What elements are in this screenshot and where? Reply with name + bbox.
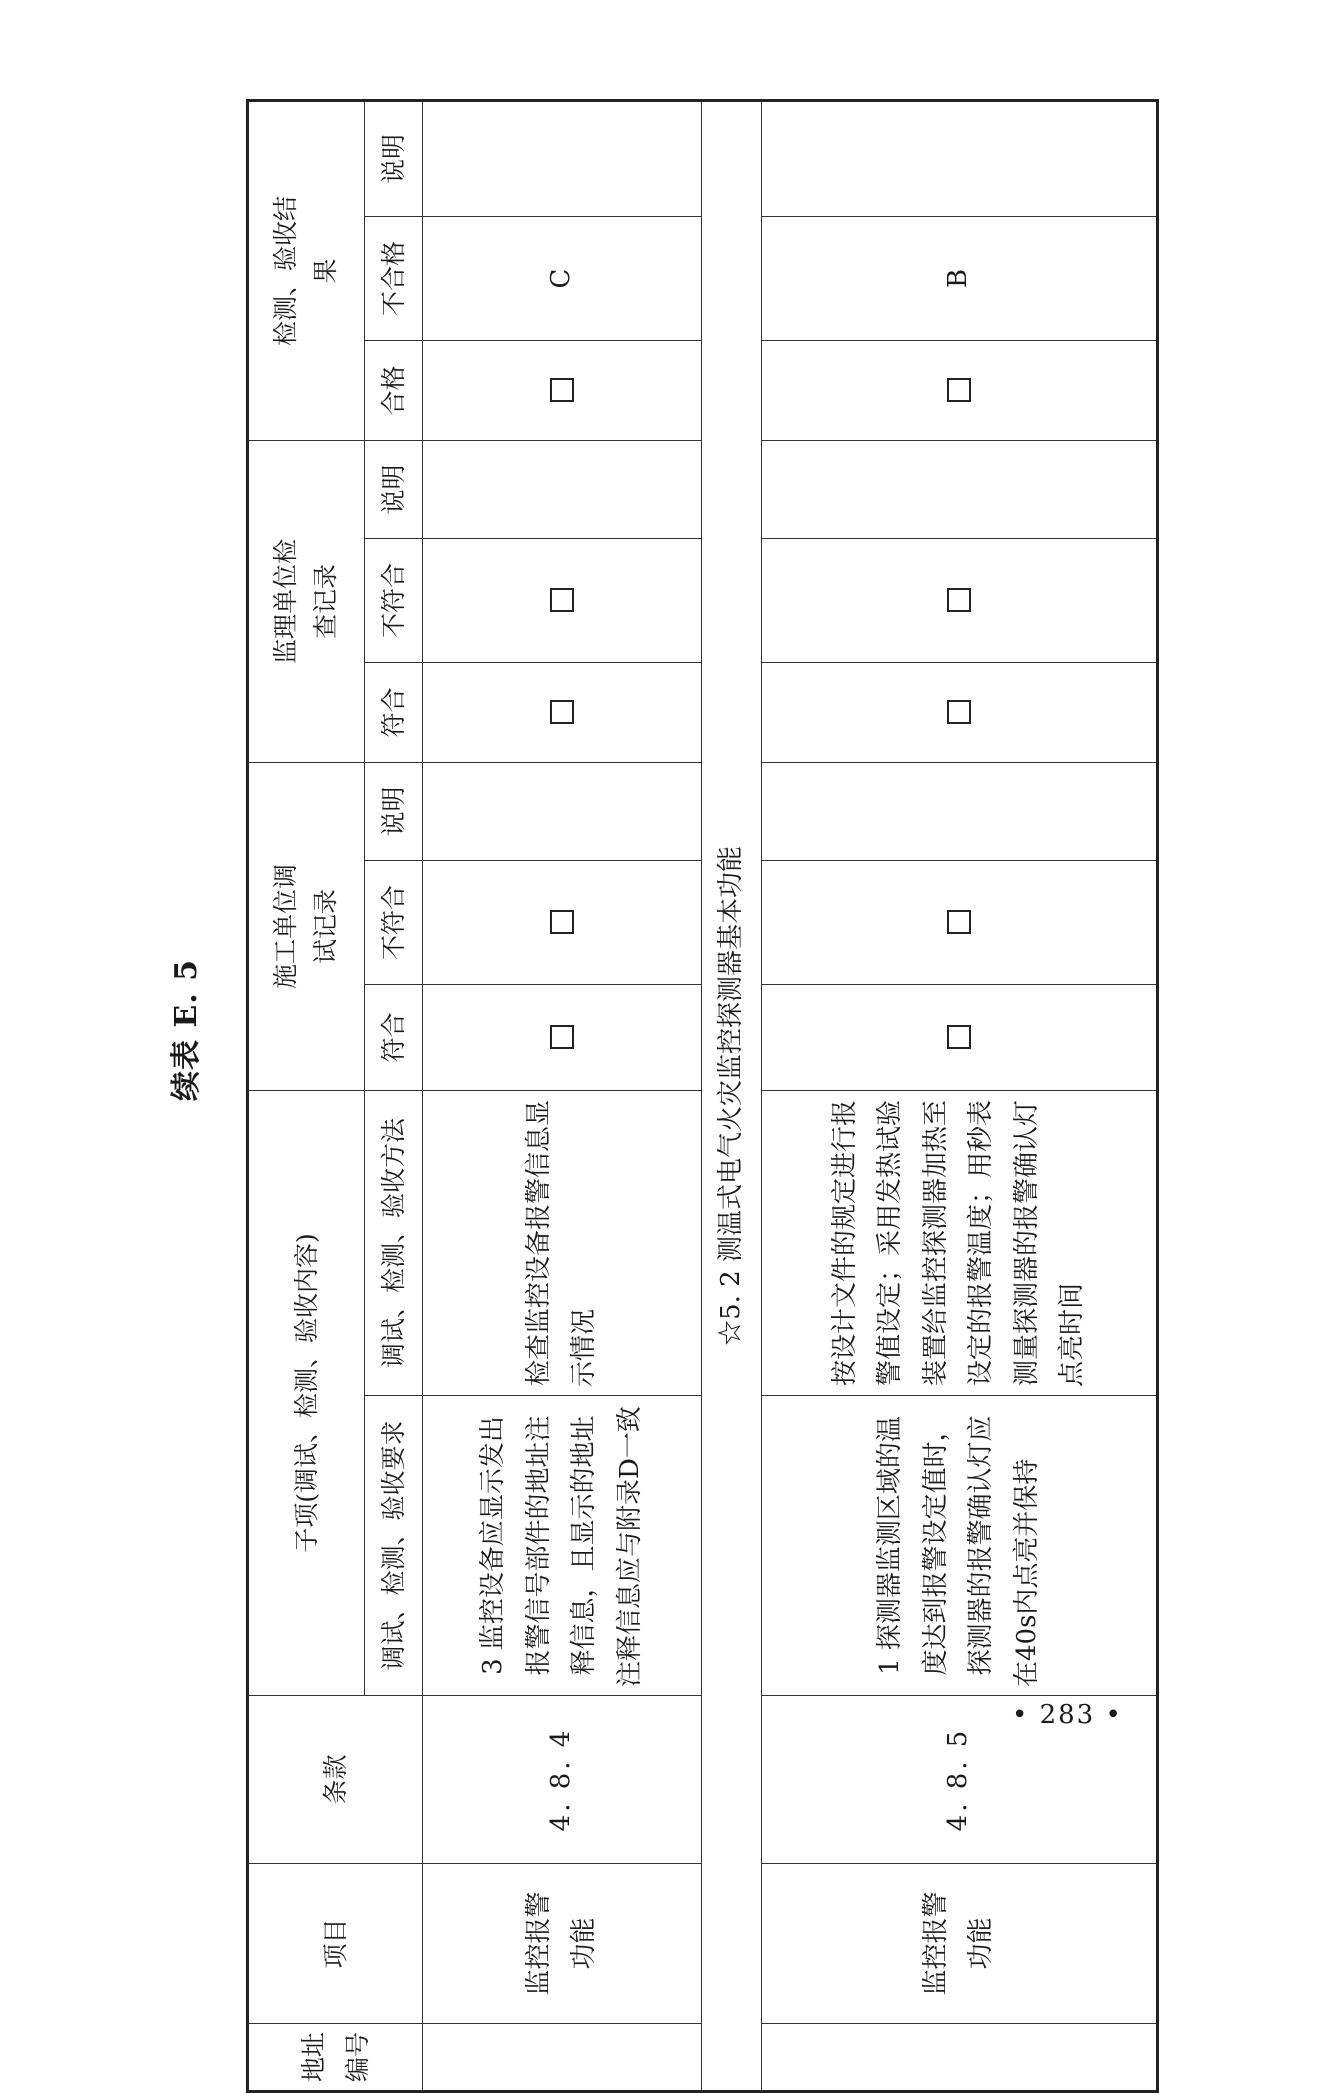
page-number: • 283 • bbox=[1012, 1700, 1123, 1730]
item-cell: 监控报警功能 bbox=[423, 1864, 702, 2024]
header-method: 调试、检测、验收方法 bbox=[364, 1090, 422, 1395]
item-cell: 监控报警功能 bbox=[762, 1864, 1158, 2024]
supervision-nonconform-checkbox[interactable] bbox=[762, 538, 1158, 662]
clause-cell: 4. 8. 5 bbox=[762, 1696, 1158, 1864]
table-row bbox=[762, 100, 1158, 2091]
supervision-nonconform-checkbox[interactable] bbox=[423, 538, 702, 662]
construction-nonconform-checkbox[interactable] bbox=[423, 860, 702, 984]
construction-conform-checkbox[interactable] bbox=[762, 984, 1158, 1090]
header-result-note: 说明 bbox=[364, 100, 422, 216]
checkbox-icon bbox=[550, 378, 574, 402]
unqualified-level-cell: B bbox=[762, 216, 1158, 340]
section-row bbox=[702, 100, 762, 2091]
header-item: 项目 bbox=[248, 1864, 423, 2024]
header-construction-conform: 符合 bbox=[364, 984, 422, 1090]
header-supervision-note: 说明 bbox=[364, 440, 422, 538]
result-note-cell[interactable] bbox=[423, 100, 702, 216]
table-caption: 续表 E. 5 bbox=[169, 958, 204, 1102]
header-construction-record: 施工单位调试记录 bbox=[248, 762, 365, 1090]
construction-nonconform-checkbox[interactable] bbox=[762, 860, 1158, 984]
result-note-cell[interactable] bbox=[762, 100, 1158, 216]
table-row bbox=[423, 100, 702, 2091]
header-construction-note: 说明 bbox=[364, 762, 422, 860]
construction-note-cell[interactable] bbox=[762, 762, 1158, 860]
header-sub-item: 子项(调试、检测、验收内容) bbox=[248, 1090, 365, 1695]
checkbox-icon bbox=[947, 1025, 971, 1049]
header-result: 检测、验收结果 bbox=[248, 100, 365, 440]
header-clause: 条款 bbox=[248, 1696, 423, 1864]
checkbox-icon bbox=[550, 910, 574, 934]
header-supervision-record: 监理单位检查记录 bbox=[248, 440, 365, 762]
header-unqualified: 不合格 bbox=[364, 216, 422, 340]
acceptance-table bbox=[246, 99, 1159, 2093]
checkbox-icon bbox=[550, 1025, 574, 1049]
checkbox-icon bbox=[550, 700, 574, 724]
header-supervision-nonconform: 不符合 bbox=[364, 538, 422, 662]
supervision-conform-checkbox[interactable] bbox=[423, 662, 702, 762]
header-qualified: 合格 bbox=[364, 340, 422, 440]
supervision-note-cell[interactable] bbox=[423, 440, 702, 538]
checkbox-icon bbox=[947, 910, 971, 934]
header-requirement: 调试、检测、验收要求 bbox=[364, 1396, 422, 1696]
checkbox-icon bbox=[550, 588, 574, 612]
address-cell[interactable] bbox=[762, 2024, 1158, 2092]
address-cell[interactable] bbox=[423, 2024, 702, 2092]
qualified-checkbox[interactable] bbox=[423, 340, 702, 440]
requirement-cell: 1 探测器监测区域的温度达到报警设定值时，探测器的报警确认灯应在40s内点亮并保持 bbox=[762, 1396, 1158, 1696]
header-supervision-conform: 符合 bbox=[364, 662, 422, 762]
unqualified-level-cell: C bbox=[423, 216, 702, 340]
acceptance-table-container bbox=[246, 133, 1159, 2093]
method-cell: 按设计文件的规定进行报警值设定；采用发热试验装置给监控探测器加热至设定的报警温度；用秒表测量探测器的报警确认灯点亮时间 bbox=[762, 1090, 1158, 1395]
requirement-cell: 3 监控设备应显示发出报警信号部件的地址注释信息，且显示的地址注释信息应与附录D一致 bbox=[423, 1396, 702, 1696]
construction-note-cell[interactable] bbox=[423, 762, 702, 860]
supervision-conform-checkbox[interactable] bbox=[762, 662, 1158, 762]
checkbox-icon bbox=[947, 588, 971, 612]
supervision-note-cell[interactable] bbox=[762, 440, 1158, 538]
header-address-no: 地址编号 bbox=[248, 2024, 423, 2092]
construction-conform-checkbox[interactable] bbox=[423, 984, 702, 1090]
method-cell: 检查监控设备报警信息显示情况 bbox=[423, 1090, 702, 1395]
section-note: ☆5. 2 测温式电气火灾监控探测器基本功能 bbox=[702, 100, 762, 2091]
checkbox-icon bbox=[947, 700, 971, 724]
qualified-checkbox[interactable] bbox=[762, 340, 1158, 440]
header-construction-nonconform: 不符合 bbox=[364, 860, 422, 984]
checkbox-icon bbox=[947, 378, 971, 402]
clause-cell: 4. 8. 4 bbox=[423, 1696, 702, 1864]
